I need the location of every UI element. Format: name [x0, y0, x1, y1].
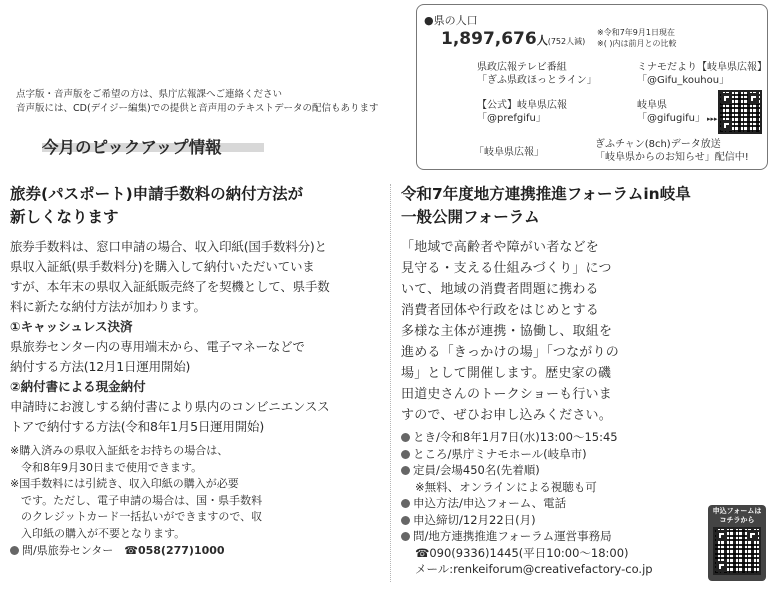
application-form-qr-panel[interactable] [708, 505, 766, 581]
forum-body-line: 消費者団体や行政をはじめとする [401, 303, 600, 318]
accessibility-line1: 点字版・音声版をご希望の方は、県庁広報課へご連絡ください [16, 89, 283, 100]
arrow-icon: ▸▸▸ [706, 115, 718, 123]
forum-body-line: 場」として開催します。歴史家の磯 [401, 366, 612, 381]
qr-label-2: コチラから [719, 516, 755, 524]
method1-title: ①キャッシュレス決済 [10, 319, 133, 334]
note-line: のクレジットカード一括払いができますので、収 [10, 510, 263, 523]
minamo-line1: ミナモだより【岐阜県広報】 [637, 62, 767, 73]
column-divider [390, 184, 391, 582]
forum-body-line: 見守る・支える仕組みづくり」につ [401, 261, 612, 276]
gifu-chan-label [595, 138, 749, 164]
note-line: です。ただし、電子申請の場合は、国・県手数料 [10, 493, 263, 507]
forum-body-line: 「地域で高齢者や障がい者などを [401, 240, 600, 255]
qr-label-1: 申込フォームは [712, 507, 762, 515]
accessibility-line2: 音声版には、CD(デイジー編集)での提供と音声用のテキストデータの配信もあります [16, 103, 379, 114]
forum-online-note: ※無料、オンラインによる視聴も可 [415, 479, 597, 494]
forum-title-line2: 一般公開フォーラム [401, 208, 540, 226]
gifuken-kouhou-label: 「岐阜県広報」 [474, 147, 544, 158]
gifu-chan-line1: ぎふチャン(8ch)データ放送 [595, 139, 721, 150]
forum-item-place [401, 446, 691, 463]
contact-label: 問/県旅券センター [22, 544, 114, 557]
gifuken-line2 [637, 112, 718, 126]
forum-item-date [401, 429, 691, 446]
method1-body-line: 県旅券センター内の専用端末から、電子マネーなどで [10, 339, 305, 354]
x-official-label [477, 99, 567, 125]
note-line: 入印紙の購入が不要となります。 [10, 526, 186, 540]
forum-item-text: 申込方法/申込フォーム、電話 [413, 496, 567, 510]
gifuken-line1: 岐阜県 [637, 100, 667, 111]
population-value: 1,897,676 [441, 29, 537, 49]
forum-body-line: 進める「きっかけの場」「つながりの [401, 345, 619, 360]
tv-program-line1: 県政広報テレビ番組 [477, 62, 567, 73]
population-label: ●県の人口 [424, 14, 478, 27]
forum-item-text: とき/令和8年1月7日(水)13:00～15:45 [413, 430, 618, 444]
method2-body-line: トアで納付する方法(令和8年1月5日運用開始) [10, 419, 265, 434]
passport-body-line: すが、本年末の県収入証紙販売終了を契機として、県手数 [10, 279, 330, 294]
note-line: 令和8年9月30日まで使用できます。 [10, 460, 203, 474]
method2-title: ②納付書による現金納付 [10, 379, 146, 394]
forum-body-line: いて、地域の消費者問題に携わる [401, 282, 599, 297]
passport-article [10, 183, 330, 560]
forum-item-text: 問/地方連携推進フォーラム運営事務局 [413, 529, 612, 543]
bullet-icon [401, 532, 410, 541]
pickup-title: 今月のピックアップ情報 [42, 138, 222, 157]
forum-article [401, 183, 691, 578]
note-line: ※購入済みの県収入証紙をお持ちの場合は、 [10, 444, 229, 457]
forum-item-contact [401, 528, 691, 545]
forum-phone[interactable]: ☎090(9336)1445(平日10:00～18:00) [415, 545, 629, 560]
forum-title-line1: 令和7年度地方連携推進フォーラムin岐阜 [401, 185, 691, 203]
passport-body-line: 県収入証紙(県手数料分)を購入して納付いただいていま [10, 259, 315, 274]
bullet-icon [401, 433, 410, 442]
method2-body-line: 申請時にお渡しする納付書により県内のコンビニエンスス [10, 399, 330, 414]
forum-item-text: 定員/会場450名(先着順) [413, 463, 540, 477]
forum-item-deadline [401, 512, 691, 529]
contact-phone[interactable]: ☎058(277)1000 [124, 544, 225, 557]
bullet-icon [401, 516, 410, 525]
forum-email[interactable]: メール:renkeiforum@creativefactory-co.jp [415, 562, 653, 576]
x-official-line1: 【公式】岐阜県広報 [477, 100, 567, 111]
population-note-1: ※令和7年9月1日現在 [597, 28, 675, 37]
passport-title-line1: 旅券(パスポート)申請手数料の納付方法が [10, 185, 304, 203]
population-unit: 人 [536, 34, 548, 47]
bullet-icon [401, 499, 410, 508]
note-line: ※国手数料には引続き、収入印紙の購入が必要 [10, 477, 239, 490]
population-change: (752人減) [547, 37, 586, 46]
passport-body-line: 料に新たな納付方法が加わります。 [10, 299, 206, 314]
passport-contact [10, 543, 330, 560]
accessibility-note [16, 88, 379, 116]
passport-body-line: 旅券手数料は、窓口申請の場合、収入印紙(国手数料分)と [10, 239, 327, 254]
minamo-dayori-label [637, 61, 767, 87]
population-figure [441, 29, 585, 52]
population-note-2: ※( )内は前月との比較 [597, 39, 677, 48]
minamo-line2: 「@Gifu_kouhou」 [637, 75, 730, 86]
gifuken-handle[interactable]: 「@gifugifu」 [637, 113, 705, 124]
qr-code-icon[interactable] [718, 90, 762, 134]
forum-body-line: 田道史さんのトークショーも行いま [401, 387, 612, 402]
gifu-chan-line2: 「岐阜県からのお知らせ」配信中! [595, 152, 749, 163]
method1-body-line: 納付する方法(12月1日運用開始) [10, 359, 191, 374]
gifuken-instagram-label [637, 99, 718, 126]
forum-item-text: ところ/県庁ミナモホール(岐阜市) [413, 446, 587, 461]
forum-item-text: 申込締切/12月22日(月) [413, 512, 536, 527]
tv-program-label [477, 61, 597, 87]
bullet-icon [10, 546, 19, 555]
bullet-icon [401, 466, 410, 475]
forum-item-method [401, 495, 691, 512]
tv-program-line2: 「ぎふ県政ほっとライン」 [477, 75, 597, 86]
bullet-icon [401, 450, 410, 459]
forum-item-capacity [401, 462, 691, 479]
forum-body-line: すので、ぜひお申し込みください。 [401, 408, 612, 423]
forum-body-line: 多様な主体が連携・協働し、取組を [401, 324, 613, 339]
qr-code-icon[interactable] [713, 527, 761, 575]
passport-title-line2: 新しくなります [10, 208, 119, 226]
x-official-line2[interactable]: 「@prefgifu」 [477, 113, 546, 124]
